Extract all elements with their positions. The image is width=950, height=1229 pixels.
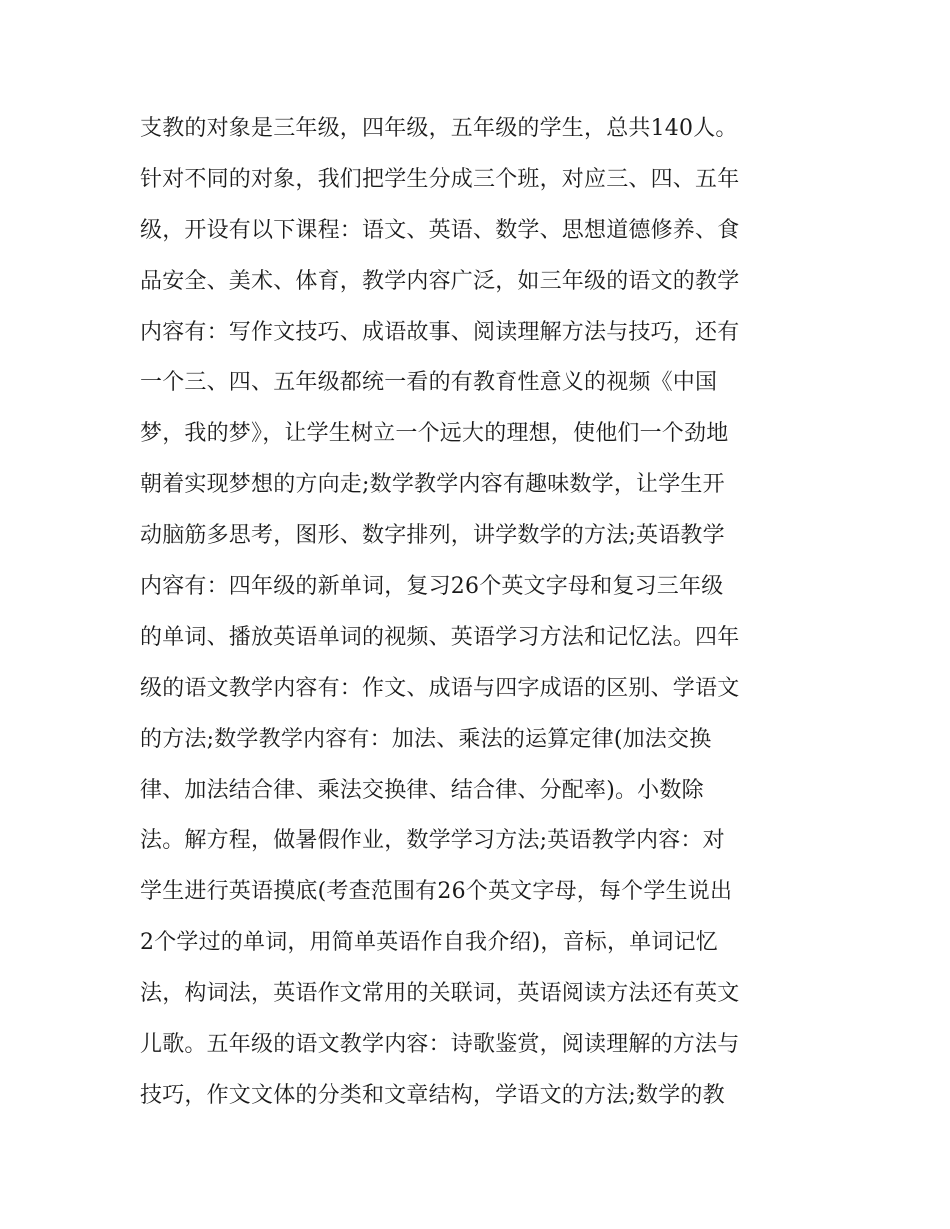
text-line: 支教的对象是三年级，四年级，五年级的学生，总共140人。 [140,116,738,141]
text-line: 朝着实现梦想的方向走;数学教学内容有趣味数学，让学生开 [140,472,725,498]
text-line: 的单词、播放英语单词的视频、英语学习方法和记忆法。四年 [140,624,740,650]
text-line: 一个三、四、五年级都统一看的有教育性意义的视频《中国 [140,370,718,396]
text-line: 技巧，作文文体的分类和文章结构，学语文的方法;数学的教 [140,1082,725,1108]
text-line: 级，开设有以下课程：语文、英语、数学、思想道德修养、食 [140,217,740,243]
text-line: 法。解方程，做暑假作业，数学学习方法;英语教学内容：对 [140,828,725,854]
text-line: 内容有：写作文技巧、成语故事、阅读理解方法与技巧，还有 [140,319,740,345]
text-line: 内容有：四年级的新单词，复习26个英文字母和复习三年级 [140,574,724,600]
text-line: 2个学过的单词，用简单英语作自我介绍)，音标，单词记忆 [140,930,718,956]
text-line: 针对不同的对象，我们把学生分成三个班，对应三、四、五年 [140,166,740,192]
text-line: 级的语文教学内容有：作文、成语与四字成语的区别、学语文 [140,675,740,701]
text-line: 品安全、美术、体育，教学内容广泛，如三年级的语文的教学 [140,268,740,294]
text-line: 律、加法结合律、乘法交换律、结合律、分配率)。小数除 [140,777,704,803]
text-line: 动脑筋多思考，图形、数字排列，讲学数学的方法;英语教学 [140,523,725,549]
body-paragraph [140,104,830,1122]
text-line: 儿歌。五年级的语文教学内容：诗歌鉴赏，阅读理解的方法与 [140,1032,740,1058]
text-line: 的方法;数学教学内容有：加法、乘法的运算定律(加法交换 [140,726,712,752]
text-line: 学生进行英语摸底(考查范围有26个英文字母，每个学生说出 [140,879,733,905]
text-line: 梦，我的梦》，让学生树立一个远大的理想，使他们一个劲地 [140,421,729,447]
text-line: 法，构词法，英语作文常用的关联词，英语阅读方法还有英文 [140,981,740,1007]
